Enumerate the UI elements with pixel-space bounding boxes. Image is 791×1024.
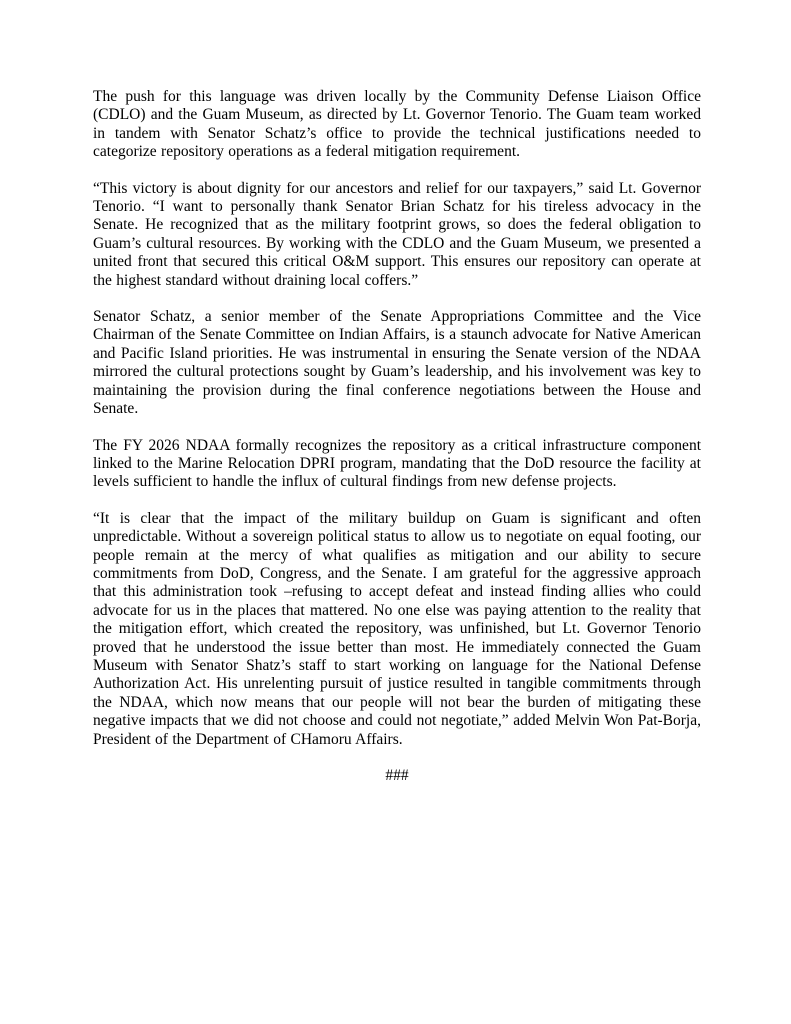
paragraph-won-pat-borja-quote: “It is clear that the impact of the military buildup on Guam is significant and often unpredictable. Without a sovereign political status to allow us to negotiate on equal footing, our people remain at the mercy of what qualifies as mitigation and our ability to secure commitments from DoD, Congress, and the Senate. I am grateful for the aggressive approach that this administration took –refusing to accept defeat and instead finding allies who could advocate for us in the places that mattered. No one else was paying attention to the reality that the mitigation effort, which created the repository, was unfinished, but Lt. Governor Tenorio proved that he understood the issue better than most. He immediately connected the Guam Museum with Senator Shatz’s staff to start working on language for the National Defense Authorization Act. His unrelenting pursuit of justice resulted in tangible commitments through the NDAA, which now means that our people will not bear the burden of mitigating these negative impacts that we did not choose and could not negotiate,” added Melvin Won Pat-Borja, President of the Department of CHamoru Affairs. — [93, 509, 701, 748]
press-release-end-marker: ### — [385, 767, 409, 784]
document-body — [93, 88, 701, 785]
paragraph-tenorio-quote: “This victory is about dignity for our ancestors and relief for our taxpayers,” said Lt. Governor Tenorio. “I want to personally thank Senator Brian Schatz for his tireless advocacy in the Senate. He recognized that as the military footprint grows, so does the federal obligation to Guam’s cultural resources. By working with the CDLO and the Guam Museum, we presented a united front that secured this critical O&M support. This ensures our repository can operate at the highest standard without draining local coffers.” — [93, 179, 701, 289]
paragraph-schatz-background: Senator Schatz, a senior member of the Senate Appropriations Committee and the Vice Chairman of the Senate Committee on Indian Affairs, is a staunch advocate for Native American and Pacific Island priorities. He was instrumental in ensuring the Senate version of the NDAA mirrored the cultural protections sought by Guam’s leadership, and his involvement was key to maintaining the provision during the final conference negotiations between the House and Senate. — [93, 308, 701, 418]
paragraph-fy2026-ndaa: The FY 2026 NDAA formally recognizes the repository as a critical infrastructure component linked to the Marine Relocation DPRI program, mandating that the DoD resource the facility at levels sufficient to handle the influx of cultural findings from new defense projects. — [93, 436, 701, 491]
paragraph-language-push: The push for this language was driven locally by the Community Defense Liaison Office (CDLO) and the Guam Museum, as directed by Lt. Governor Tenorio. The Guam team worked in tandem with Senator Schatz’s office to provide the technical justifications needed to categorize repository operations as a federal mitigation requirement. — [93, 88, 701, 161]
